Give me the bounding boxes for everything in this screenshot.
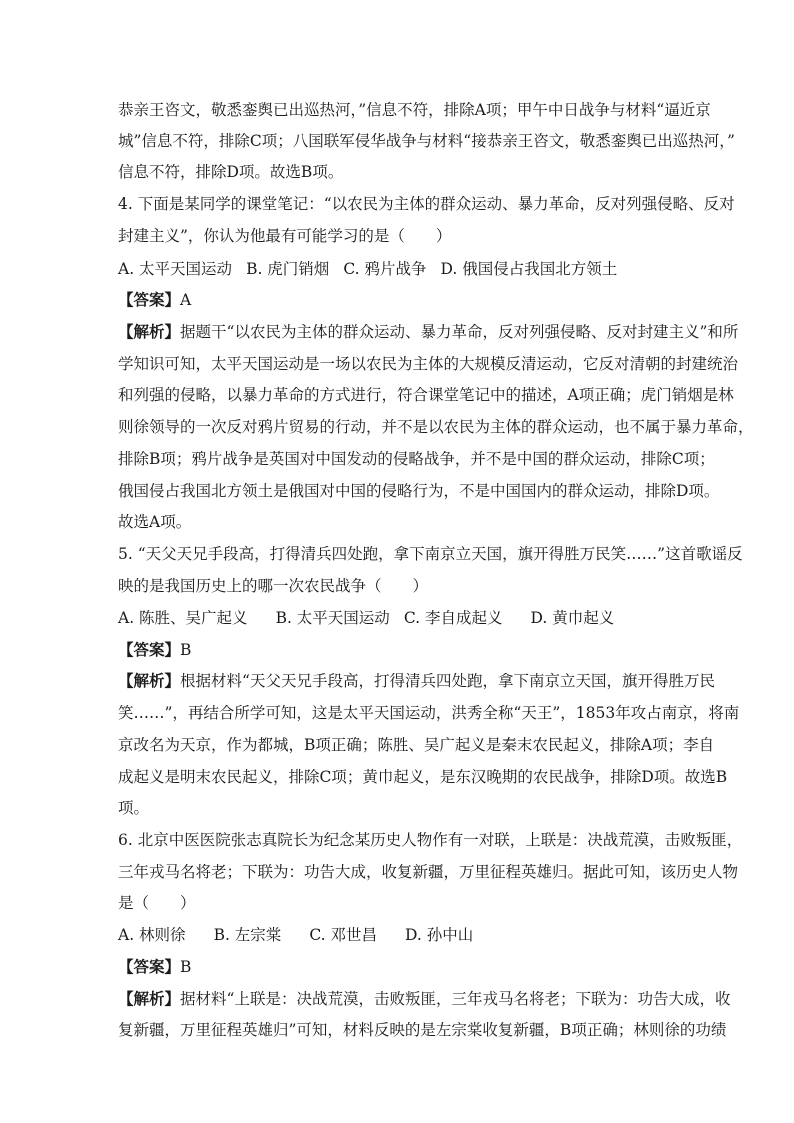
answer-tag: 【答案】 <box>118 640 181 659</box>
answer-value: B <box>180 641 192 659</box>
q6-analysis-line: 复新疆，万里征程英雄归”可知，材料反映的是左宗棠收复新疆，B项正确；林则徐的功绩 <box>118 1021 727 1039</box>
q5-option-b: B. 太平天国运动 <box>275 609 390 627</box>
q4-analysis-line: 故选A项。 <box>118 513 192 531</box>
q4-answer <box>118 290 688 310</box>
q4-analysis-line: 则徐领导的一次反对鸦片贸易的行动，并不是以农民为主体的群众运动，也不属于暴力革命， <box>118 418 754 436</box>
q5-analysis-line: 成起义是明末农民起义，排除C项；黄巾起义，是东汉晚期的农民战争，排除D项。故选B <box>118 768 728 786</box>
q4-option-b: B. 虎门销烟 <box>246 260 330 278</box>
q4-analysis-line: 学知识可知，太平天国运动是一场以农民为主体的大规模反清运动，它反对清朝的封建统治 <box>118 355 739 373</box>
q4-option-a: A. 太平天国运动 <box>118 260 233 278</box>
q4-analysis-line: 和列强的侵略，以暴力革命的方式进行，符合课堂笔记中的描述，A项正确；虎门销烟是林 <box>118 386 734 404</box>
q6-stem-line: 6. 北京中医医院张志真院长为纪念某历史人物作有一对联，上联是：决战荒漠，击败叛匪， <box>118 831 743 849</box>
prev-analysis-line: 信息不符，排除D项。故选B项。 <box>118 163 344 181</box>
q4-option-d: D. 俄国侵占我国北方领土 <box>440 260 618 278</box>
q5-stem-line: 映的是我国历史上的哪一次农民战争（ ） <box>118 577 429 595</box>
q5-analysis-line: 京改名为天京，作为都城，B项正确；陈胜、吴广起义是秦末农民起义，排除A项；李自 <box>118 736 715 754</box>
q6-stem-line: 是（ ） <box>118 894 196 912</box>
analysis-tag: 【解析】 <box>118 322 181 341</box>
q4-analysis-line: 俄国侵占我国北方领土是俄国对中国的侵略行为，不是中国国内的群众运动，排除D项。 <box>118 482 720 500</box>
q4-stem-line: 封建主义”，你认为他最有可能学习的是（ ） <box>118 227 452 245</box>
analysis-tag: 【解析】 <box>118 671 181 690</box>
q6-stem-line: 三年戎马名将老；下联为：功告大成，收复新疆，万里征程英雄归。据此可知，该历史人物 <box>118 863 739 881</box>
answer-tag: 【答案】 <box>118 957 181 976</box>
q6-analysis-line <box>118 989 731 1009</box>
q5-option-c: C. 李自成起义 <box>403 609 503 627</box>
q6-option-d: D. 孙中山 <box>404 926 474 944</box>
q6-options <box>118 925 688 945</box>
q6-option-c: C. 邓世昌 <box>309 926 377 944</box>
prev-analysis-line: 恭亲王咨文，敬悉銮舆已出巡热河，”信息不符，排除A项；甲午中日战争与材料“逼近京 <box>118 101 711 119</box>
analysis-tag: 【解析】 <box>118 989 181 1008</box>
q5-option-a: A. 陈胜、吴广起义 <box>118 609 248 627</box>
analysis-text: 根据材料“天父天兄手段高，打得清兵四处跑，拿下南京立天国，旗开得胜万民 <box>180 672 715 690</box>
q5-options <box>118 608 688 628</box>
q5-analysis-line: 笑……”，再结合所学可知，这是太平天国运动，洪秀全称“天王”，1853年攻占南京，将南 <box>118 704 740 722</box>
analysis-text: 据题干“以农民为主体的群众运动、暴力革命，反对列强侵略、反对封建主义”和所 <box>180 323 739 341</box>
q5-option-d: D. 黄巾起义 <box>530 609 615 627</box>
q5-answer <box>118 640 688 660</box>
q6-answer <box>118 957 688 977</box>
q6-option-a: A. 林则徐 <box>118 926 186 944</box>
q4-option-c: C. 鸦片战争 <box>343 260 427 278</box>
q4-analysis-line: 排除B项；鸦片战争是英国对中国发动的侵略战争，并不是中国的群众运动，排除C项； <box>118 450 715 468</box>
analysis-text: 据材料“上联是：决战荒漠，击败叛匪，三年戎马名将老；下联为：功告大成，收 <box>180 990 731 1008</box>
answer-value: A <box>180 291 192 309</box>
q5-analysis-line <box>118 671 715 691</box>
q6-option-b: B. 左宗棠 <box>213 926 282 944</box>
answer-value: B <box>180 958 192 976</box>
q4-analysis-line <box>118 322 739 342</box>
q4-options <box>118 259 688 279</box>
q5-analysis-line: 项。 <box>118 799 150 817</box>
q4-stem-line: 4. 下面是某同学的课堂笔记：“以农民为主体的群众运动、暴力革命，反对列强侵略、反对 <box>118 195 735 213</box>
answer-tag: 【答案】 <box>118 290 181 309</box>
prev-analysis-line: 城”信息不符，排除C项；八国联军侵华战争与材料“接恭亲王咨文，敬悉銮舆已出巡热河，” <box>118 132 735 150</box>
q5-stem-line: 5. “天父天兄手段高，打得清兵四处跑，拿下南京立天国，旗开得胜万民笑……”这首歌谣反 <box>118 545 743 563</box>
